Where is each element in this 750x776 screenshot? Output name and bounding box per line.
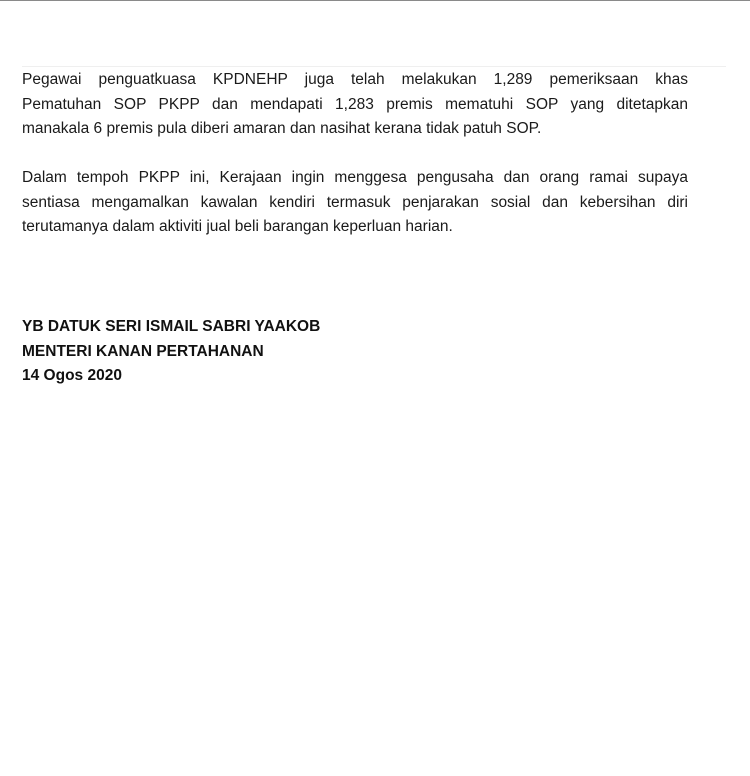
document-body	[22, 68, 688, 240]
paragraph-2-line-1: Dalam tempoh PKPP ini, Kerajaan ingin menggesa pengusaha dan orang ramai supaya	[22, 169, 688, 186]
statement-date: 14 Ogos 2020	[22, 367, 122, 384]
paragraph-1-line-1: Pegawai penguatkuasa KPDNEHP juga telah melakukan 1,289 pemeriksaan khas	[22, 71, 688, 88]
top-border-line	[0, 0, 750, 1]
paragraph-government-appeal	[22, 166, 688, 240]
signatory-position: MENTERI KANAN PERTAHANAN	[22, 342, 264, 360]
signature-block	[22, 315, 320, 389]
paragraph-2-line-2: sentiasa mengamalkan kawalan kendiri termasuk penjarakan sosial dan kebersihan diri	[22, 193, 688, 211]
paragraph-1-line-2: Pematuhan SOP PKPP dan mendapati 1,283 premis mematuhi SOP yang ditetapkan	[22, 95, 688, 113]
faint-header-rule	[22, 66, 726, 67]
paragraph-enforcement-inspection	[22, 68, 688, 142]
paragraph-2-line-3: terutamanya dalam aktiviti jual beli barangan keperluan harian.	[22, 218, 453, 235]
signatory-name: YB DATUK SERI ISMAIL SABRI YAAKOB	[22, 318, 321, 335]
paragraph-1-line-3: manakala 6 premis pula diberi amaran dan nasihat kerana tidak patuh SOP.	[22, 120, 542, 137]
